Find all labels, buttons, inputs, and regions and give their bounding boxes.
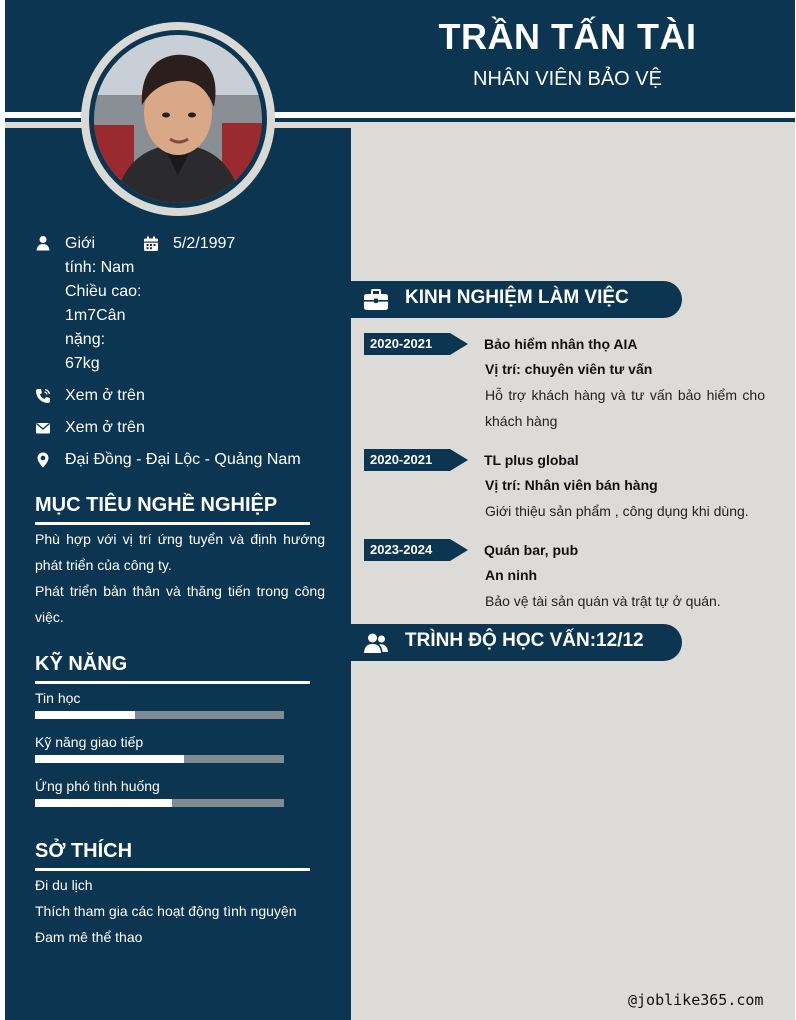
height-line: 1m7Cân bbox=[65, 307, 126, 324]
skill-bar-fill bbox=[35, 799, 172, 807]
job-company: Quán bar, pub bbox=[484, 542, 579, 558]
job-description: Hỗ trợ khách hàng và tư vấn bảo hiểm cho khách hàng bbox=[485, 387, 765, 429]
skill-bar-fill bbox=[35, 755, 184, 763]
skill-bar bbox=[35, 799, 284, 807]
hobby-item: Đam mê thể thao bbox=[35, 929, 143, 945]
phone-icon bbox=[35, 388, 51, 404]
job-years-badge bbox=[364, 333, 468, 355]
job-company: TL plus global bbox=[484, 452, 579, 468]
education-heading-pill bbox=[351, 624, 682, 661]
education-heading: TRÌNH ĐỘ HỌC VẤN:12/12 bbox=[405, 630, 644, 651]
hobby-item: Đi du lịch bbox=[35, 877, 93, 893]
birthday: 5/2/1997 bbox=[173, 235, 236, 252]
experience-heading-pill bbox=[351, 281, 682, 318]
hobbies-heading: SỞ THÍCH bbox=[35, 840, 133, 862]
job-description: Bảo vệ tài sản quán và trật tự ở quán. bbox=[485, 593, 721, 609]
job-company: Bảo hiểm nhân thọ AIA bbox=[484, 336, 638, 352]
hobby-item: Thích tham gia các hoạt động tình nguyện bbox=[35, 903, 297, 919]
height-line: Chiều cao: bbox=[65, 283, 142, 300]
location-pin-icon bbox=[35, 452, 51, 468]
gender-line: Giới bbox=[65, 235, 96, 252]
watermark: @joblike365.com bbox=[628, 991, 764, 1009]
briefcase-icon bbox=[363, 287, 389, 313]
gender-height-weight bbox=[65, 232, 145, 376]
skills-heading: KỸ NĂNG bbox=[35, 653, 128, 675]
email-icon bbox=[35, 420, 51, 436]
job-description: Giới thiệu sản phẩm , công dụng khi dùng. bbox=[485, 503, 749, 519]
job-years: 2020-2021 bbox=[370, 452, 433, 467]
calendar-icon bbox=[143, 236, 159, 252]
job-years-badge bbox=[364, 539, 468, 561]
weight-line: nặng: bbox=[65, 331, 106, 348]
objective-text-2: Phát triển bản thân và thăng tiến trong công việc. bbox=[35, 583, 325, 625]
gender-line: tính: Nam bbox=[65, 259, 135, 276]
skill-label: Tin học bbox=[35, 690, 81, 706]
objective-heading: MỤC TIÊU NGHỀ NGHIỆP bbox=[35, 494, 278, 516]
candidate-name: TRẦN TẤN TÀI bbox=[438, 16, 697, 57]
objective-underline bbox=[35, 522, 310, 525]
objective-text-1: Phù hợp với vị trí ứng tuyển và định hướng phát triển của công ty. bbox=[35, 531, 325, 573]
job-position: An ninh bbox=[485, 567, 538, 583]
skill-bar bbox=[35, 711, 284, 719]
phone-text: Xem ở trên bbox=[65, 387, 145, 404]
avatar-photo bbox=[94, 35, 262, 203]
skills-underline bbox=[35, 681, 310, 684]
users-icon bbox=[363, 630, 389, 656]
skill-bar-fill bbox=[35, 711, 135, 719]
cv-page bbox=[5, 0, 795, 1020]
user-icon bbox=[35, 235, 51, 251]
address-text: Đại Đồng - Đại Lộc - Quảng Nam bbox=[65, 451, 301, 468]
weight-line: 67kg bbox=[65, 355, 100, 372]
job-position: Vị trí: chuyên viên tư vấn bbox=[485, 361, 653, 377]
job-years: 2020-2021 bbox=[370, 336, 433, 351]
skill-label: Ứng phó tình huống bbox=[35, 778, 160, 794]
candidate-title: NHÂN VIÊN BẢO VỆ bbox=[473, 68, 662, 90]
experience-heading: KINH NGHIỆM LÀM VIỆC bbox=[405, 287, 629, 308]
email-text: Xem ở trên bbox=[65, 419, 145, 436]
job-position: Vị trí: Nhân viên bán hàng bbox=[485, 477, 658, 493]
hobbies-underline bbox=[35, 868, 310, 871]
avatar bbox=[94, 35, 262, 203]
skill-label: Kỹ năng giao tiếp bbox=[35, 734, 144, 750]
job-years: 2023-2024 bbox=[370, 542, 433, 557]
skill-bar bbox=[35, 755, 284, 763]
job-years-badge bbox=[364, 449, 468, 471]
